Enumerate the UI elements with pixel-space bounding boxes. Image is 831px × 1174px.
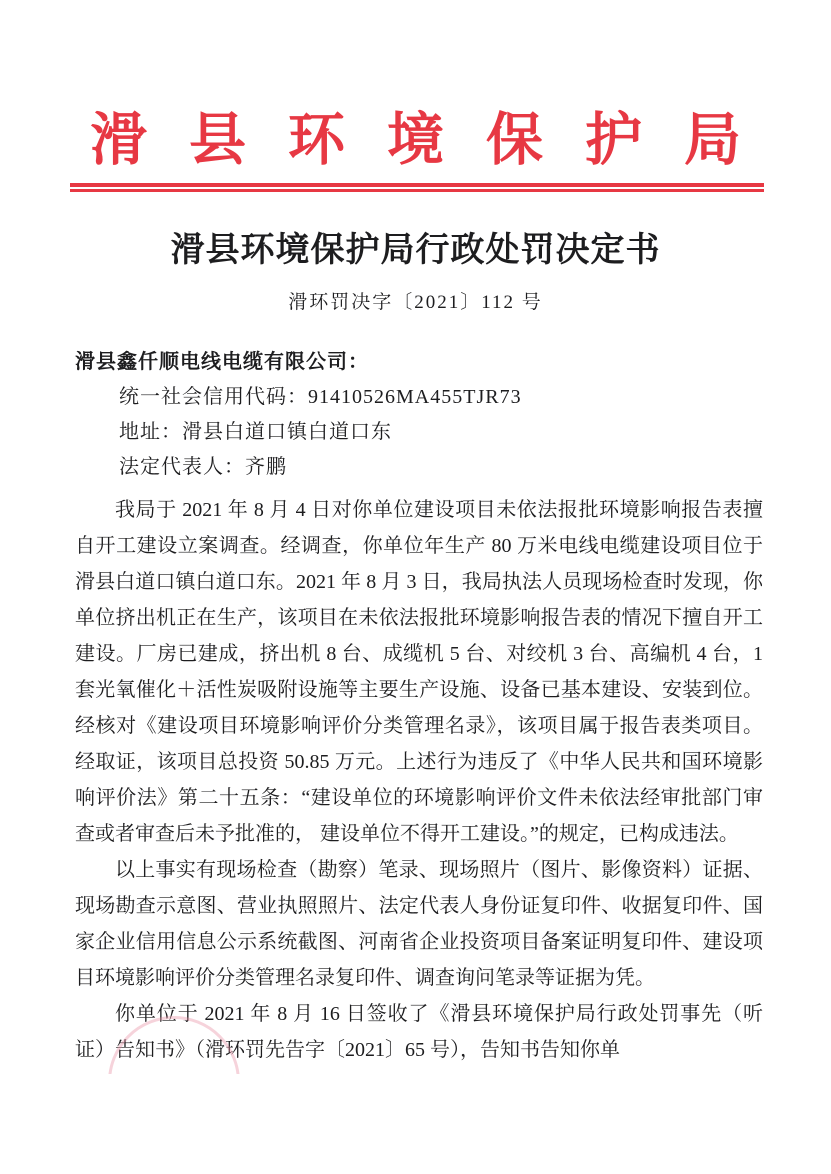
recipient-block — [75, 345, 763, 485]
recipient-legal-representative: 法定代表人：齐鹏 — [119, 456, 287, 478]
body-paragraph-facts: 我局于 2021 年 8 月 4 日对你单位建设项目未依法报批环境影响报告表擅自开工建设立案调查。经调查，你单位年生产 80 万米电线电缆建设项目位于滑县白道口镇白道口东。2021 年 8 月 3 日，我局执法人员现场检查时发现，你单位挤出机正在生产，该项目在未依法报批环境影响报告表的情况下擅自开工建设。厂房已建成，挤出机 8 台、成缆机 5 台、对绞机 3 台、高编机 4 台，1 套光氧催化＋活性炭吸附设施等主要生产设施、设备已基本建设、安装到位。经核对《建设项目环境影响评价分类管理名录》，该项目属于报告表类项目。经取证，该项目总投资 50.85 万元。上述行为违反了《中华人民共和国环境影响评价法》第二十五条：“建设单位的环境影响评价文件未依法经审批部门审查或者审查后未予批准的， 建设单位不得开工建设。”的规定，已构成违法。 — [75, 499, 763, 845]
recipient-address: 地址：滑县白道口镇白道口东 — [119, 421, 392, 443]
recipient-credit-code: 统一社会信用代码：91410526MA455TJR73 — [119, 386, 522, 408]
document-number: 滑环罚决字〔2021〕112 号 — [288, 292, 543, 313]
document-title: 滑县环境保护局行政处罚决定书 — [170, 232, 661, 269]
letterhead-divider-rule — [70, 183, 764, 192]
body-paragraph-evidence: 以上事实有现场检查（勘察）笔录、现场照片（图片、影像资料）证据、现场勘查示意图、营业执照照片、法定代表人身份证复印件、收据复印件、国家企业信用信息公示系统截图、河南省企业投资项目备案证明复印件、建设项目环境影响评价分类管理名录复印件、调查询问笔录等证据为凭。 — [75, 859, 763, 989]
agency-name: 滑县环境保护局 — [90, 109, 783, 172]
body-paragraph-notice: 你单位于 2021 年 8 月 16 日签收了《滑县环境保护局行政处罚事先（听证）告知书》（滑环罚先告字〔2021〕65 号），告知书告知你单 — [75, 1003, 763, 1061]
document-body — [75, 492, 763, 1068]
agency-letterhead — [0, 94, 831, 176]
recipient-company-name: 滑县鑫仟顺电线电缆有限公司： — [75, 351, 369, 373]
